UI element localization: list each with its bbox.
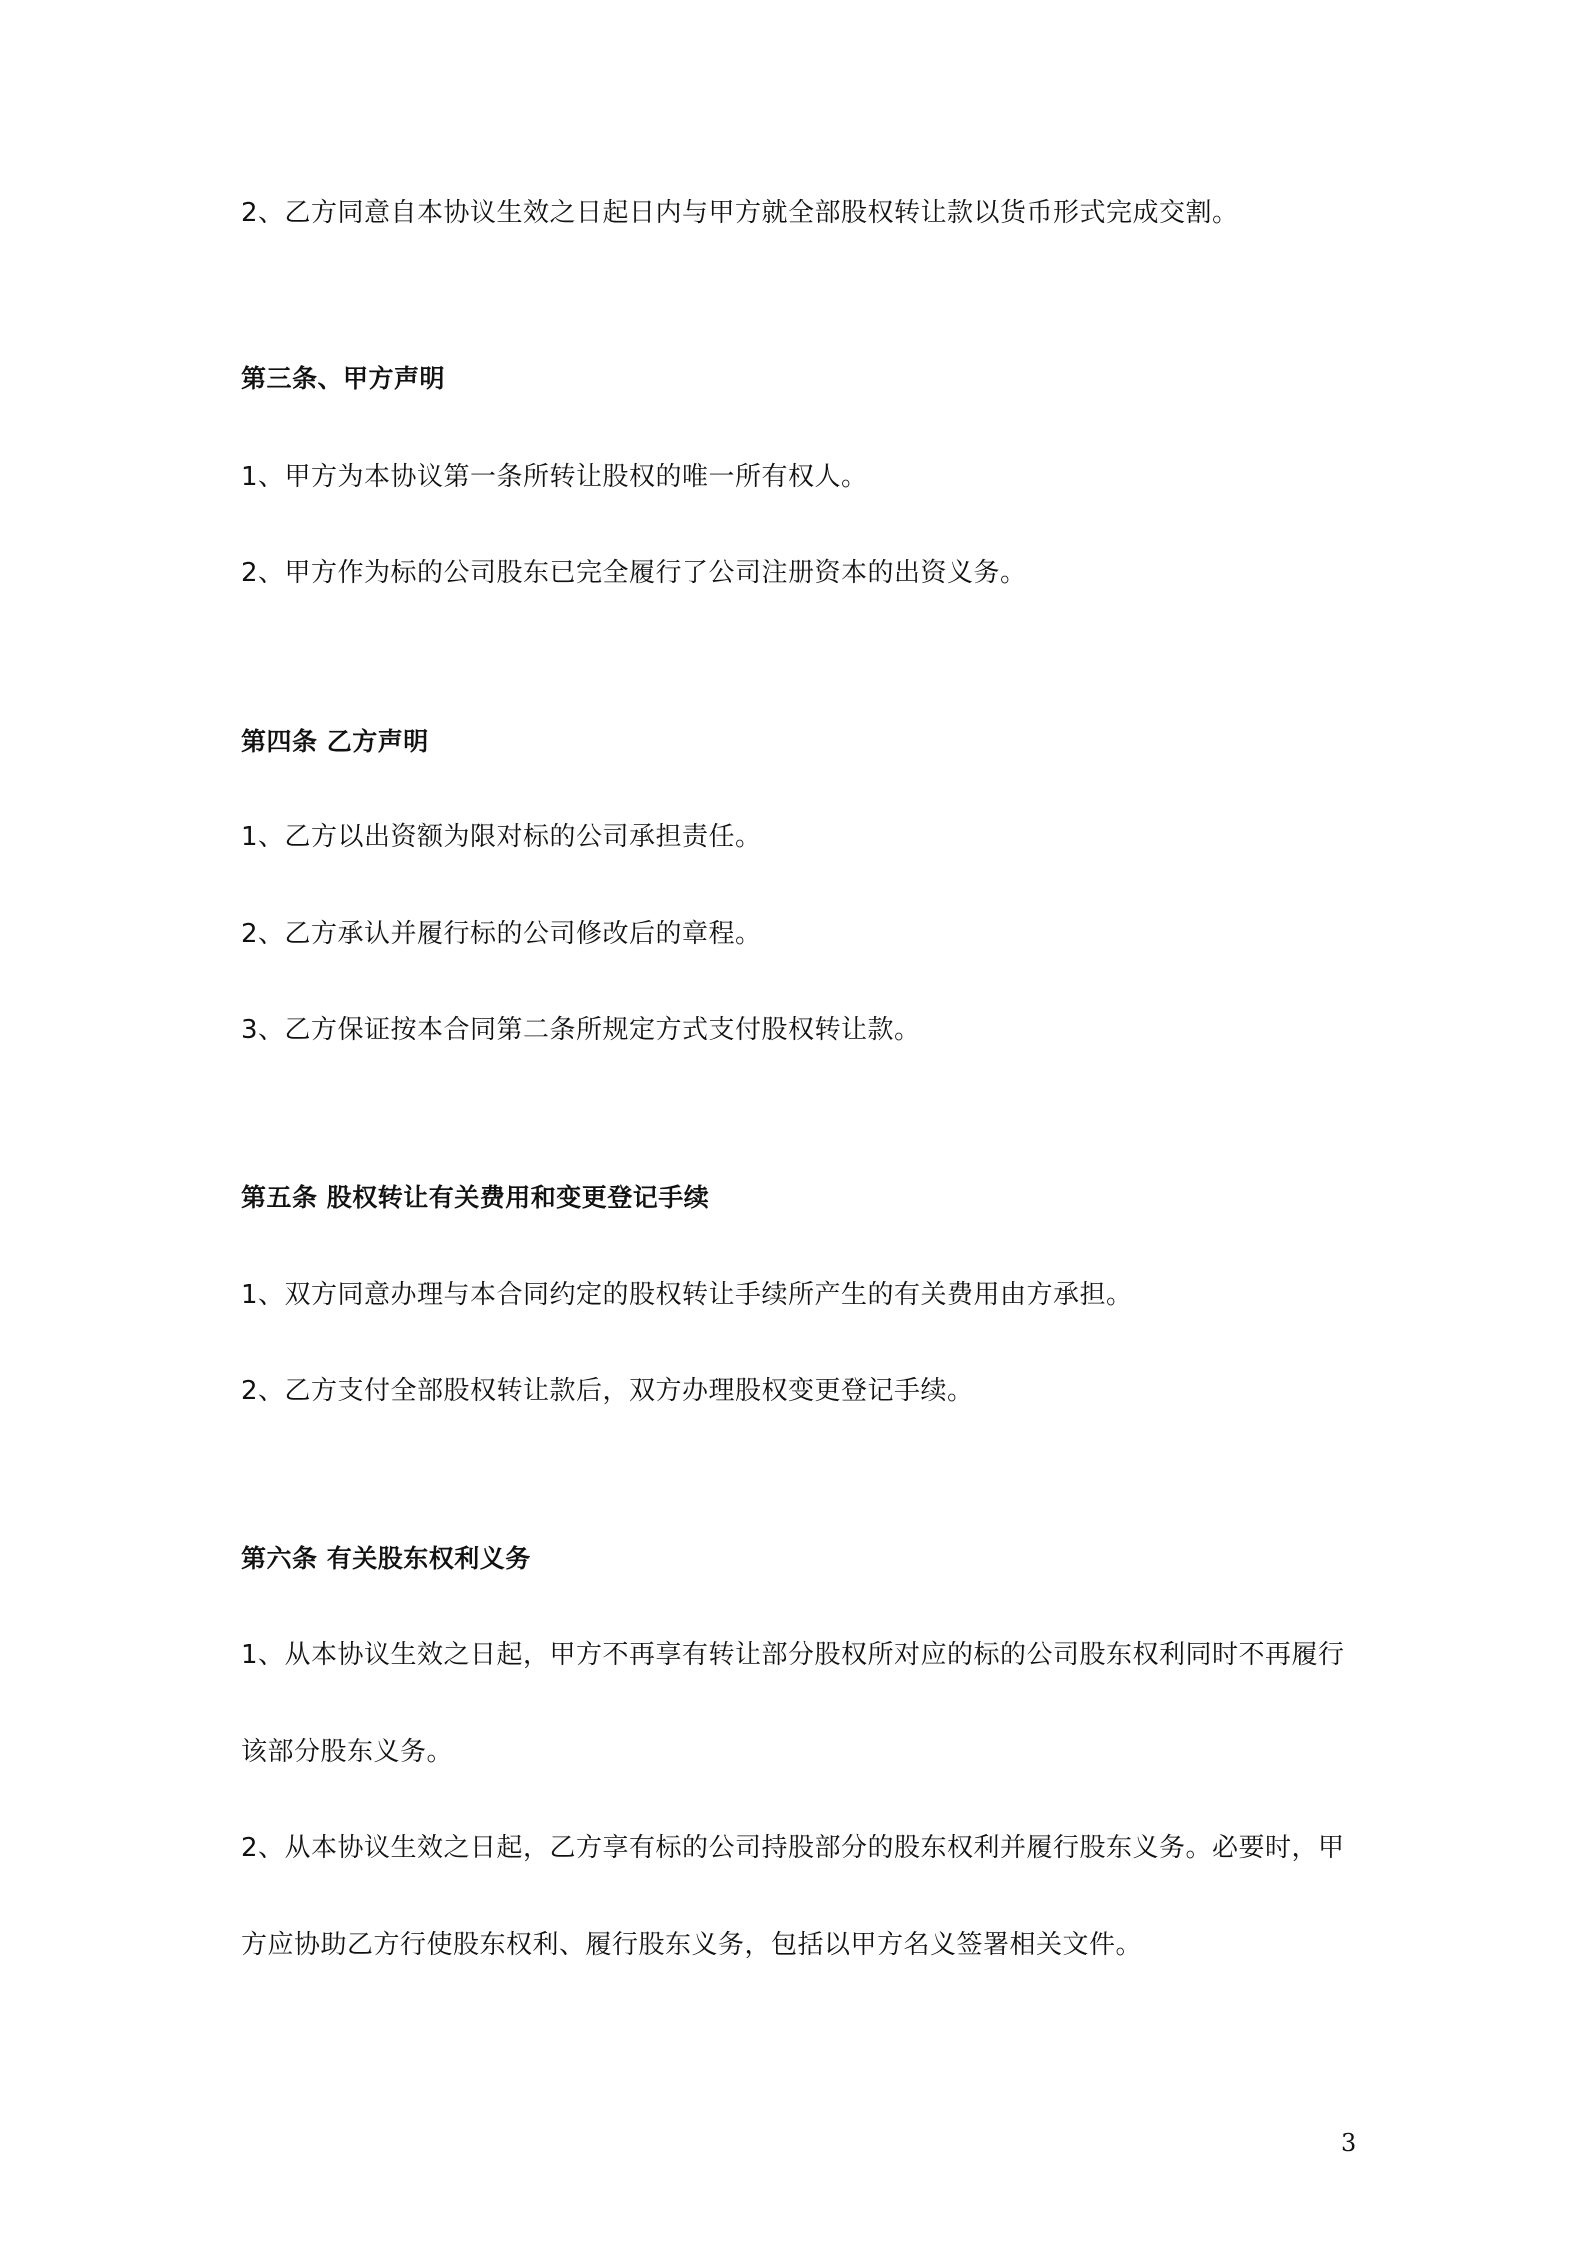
article-6-heading: 第六条 有关股东权利义务 — [241, 1544, 531, 1573]
clause-4-3: 3、乙方保证按本合同第二条所规定方式支付股权转让款。 — [241, 1015, 921, 1045]
clause-6-2-line-1: 2、从本协议生效之日起，乙方享有标的公司持股部分的股东权利并履行股东义务。必要时，甲 — [241, 1833, 1345, 1863]
clause-2-2-payment: 2、乙方同意自本协议生效之日起日内与甲方就全部股权转让款以货币形式完成交割。 — [241, 198, 1239, 228]
article-5-heading: 第五条 股权转让有关费用和变更登记手续 — [241, 1183, 710, 1212]
clause-4-1: 1、乙方以出资额为限对标的公司承担责任。 — [241, 822, 762, 852]
page-number: 3 — [1341, 2129, 1357, 2157]
clause-6-1-line-1: 1、从本协议生效之日起，甲方不再享有转让部分股权所对应的标的公司股东权利同时不再履行 — [241, 1640, 1345, 1670]
clause-4-2: 2、乙方承认并履行标的公司修改后的章程。 — [241, 919, 762, 949]
clause-3-1: 1、甲方为本协议第一条所转让股权的唯一所有权人。 — [241, 462, 868, 492]
clause-6-1-line-2: 该部分股东义务。 — [241, 1737, 454, 1767]
article-3-heading: 第三条、甲方声明 — [241, 364, 446, 393]
clause-5-1: 1、双方同意办理与本合同约定的股权转让手续所产生的有关费用由方承担。 — [241, 1280, 1133, 1310]
clause-5-2: 2、乙方支付全部股权转让款后，双方办理股权变更登记手续。 — [241, 1376, 974, 1406]
clause-6-2-line-2: 方应协助乙方行使股东权利、履行股东义务，包括以甲方名义签署相关文件。 — [241, 1930, 1143, 1960]
clause-3-2: 2、甲方作为标的公司股东已完全履行了公司注册资本的出资义务。 — [241, 558, 1027, 588]
article-4-heading: 第四条 乙方声明 — [241, 727, 429, 756]
